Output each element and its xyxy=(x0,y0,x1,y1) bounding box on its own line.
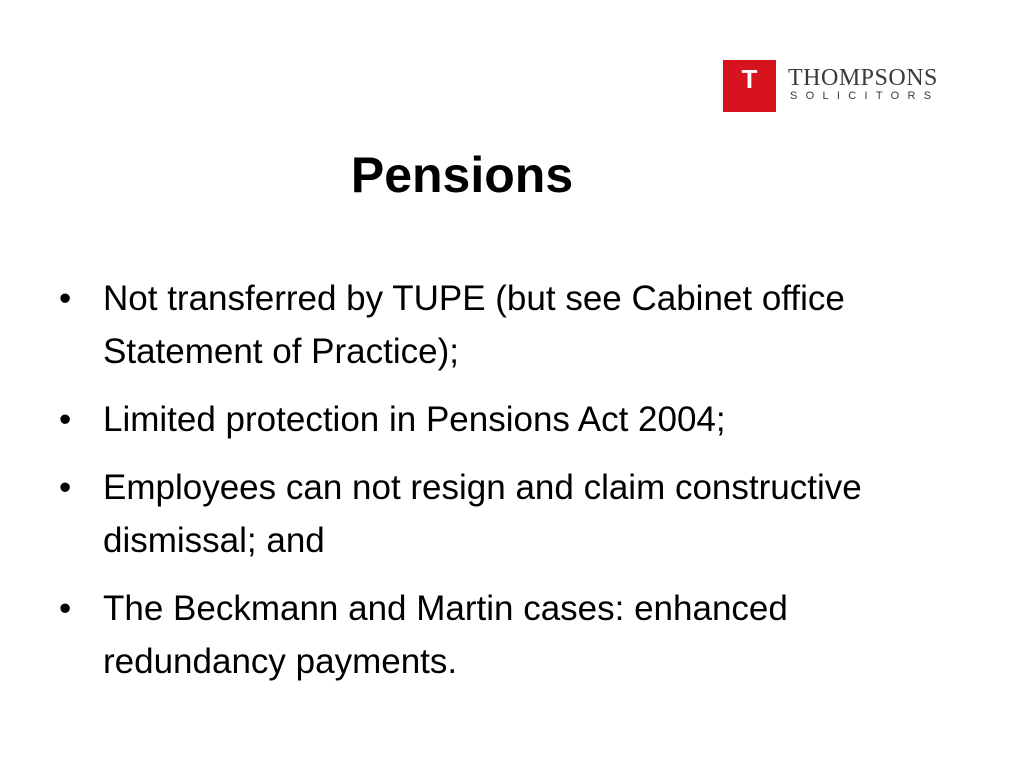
bullet-text: Not transferred by TUPE (but see Cabinet office Statement of Practice); xyxy=(103,279,845,371)
bullet-text: The Beckmann and Martin cases: enhanced redundancy payments. xyxy=(103,589,788,681)
bullet-item xyxy=(56,461,976,567)
bullet-item xyxy=(56,582,976,688)
bullet-item xyxy=(56,272,976,378)
logo-subtitle: SOLICITORS xyxy=(790,90,940,102)
bullet-text: Limited protection in Pensions Act 2004; xyxy=(103,400,726,439)
bullet-dot-icon: • xyxy=(59,400,72,439)
bullet-dot-icon: • xyxy=(59,589,72,628)
bullet-dot-icon: • xyxy=(59,468,72,507)
bullet-item xyxy=(56,393,976,446)
logo-name: THOMPSONS xyxy=(788,65,938,91)
thompsons-logo xyxy=(723,60,968,112)
bullet-text: Employees can not resign and claim constructive dismissal; and xyxy=(103,468,862,560)
bullet-dot-icon: • xyxy=(59,279,72,318)
bullet-list xyxy=(56,272,976,703)
slide-title: Pensions xyxy=(350,147,574,203)
logo-mark-letter: T xyxy=(741,64,758,94)
